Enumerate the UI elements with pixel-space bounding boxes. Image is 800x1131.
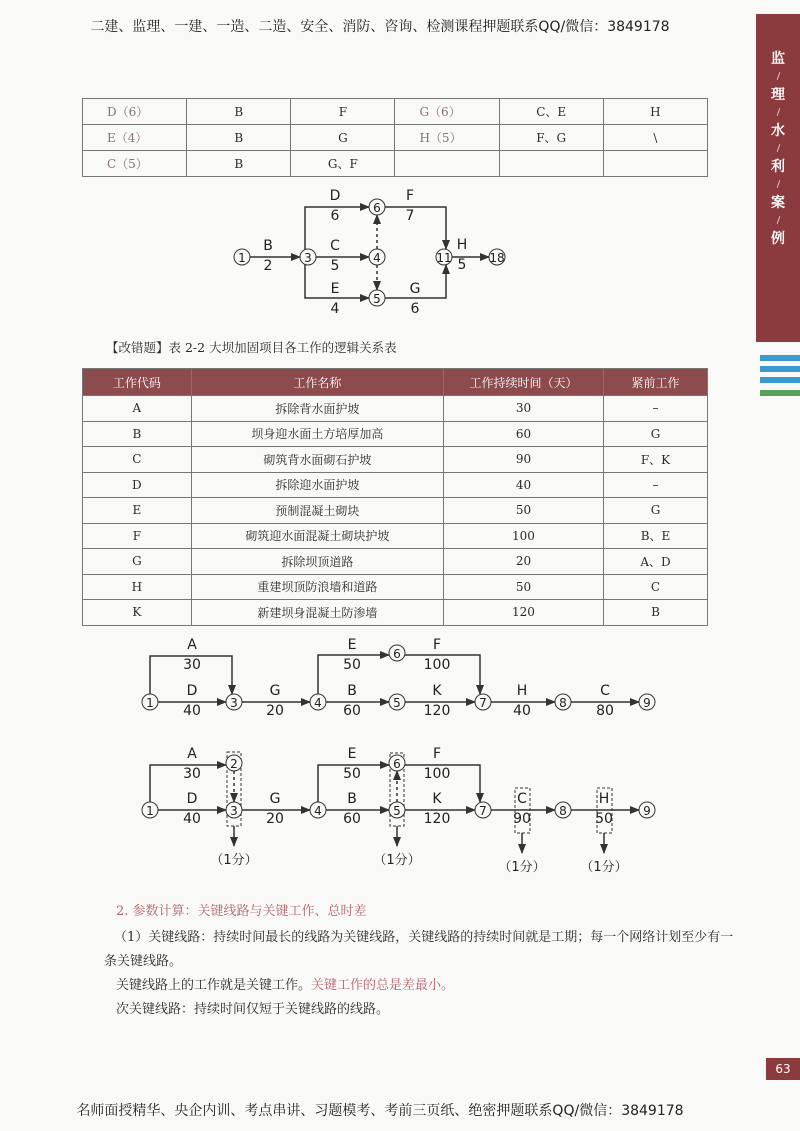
activity-duration: 40 [183, 811, 201, 827]
activity-duration: 100 [423, 657, 451, 673]
activity-label: B [347, 683, 357, 699]
activity-label: G [409, 281, 421, 297]
table-row [83, 125, 708, 151]
activity-duration: 20 [266, 703, 284, 719]
decor-stripe [760, 390, 800, 396]
table-cell: 拆除坝顶道路 [191, 549, 443, 575]
table-cell: – [603, 396, 707, 422]
activity-label: B [347, 791, 357, 807]
activity-label: F [432, 746, 442, 762]
side-tab [756, 14, 800, 342]
node-label: 1 [238, 251, 246, 265]
table-cell: 预制混凝土砌块 [191, 498, 443, 524]
activity-duration: 20 [266, 811, 284, 827]
activity-label: G [269, 683, 281, 699]
table-cell: B [187, 151, 291, 177]
node-label: 8 [559, 804, 567, 818]
activity-label: K [432, 791, 442, 807]
table-cell [395, 151, 499, 177]
activity-duration: 100 [423, 766, 451, 782]
score-label: （1分） [498, 860, 546, 875]
node-label: 4 [314, 696, 322, 710]
activity-duration: 30 [183, 766, 201, 782]
table-row [83, 549, 708, 575]
node-label: 4 [373, 251, 381, 265]
activity-label: E [347, 637, 357, 653]
activity-duration: 30 [183, 657, 201, 673]
activity-label: G [269, 791, 281, 807]
table-cell: 100 [443, 523, 603, 549]
node-label: 3 [304, 251, 312, 265]
activity-label: H [598, 791, 610, 807]
table-cell: 拆除背水面护坡 [191, 396, 443, 422]
node-label: 5 [373, 292, 381, 306]
table-row [83, 498, 708, 524]
table-cell: B [603, 600, 707, 626]
activity-duration: 50 [595, 811, 613, 827]
table-cell: 50 [443, 498, 603, 524]
table-cell: 拆除迎水面护坡 [191, 472, 443, 498]
paragraph-critical-work [116, 976, 454, 996]
table-cell: 砌筑迎水面混凝土砌块护坡 [191, 523, 443, 549]
activity-duration: 40 [513, 703, 531, 719]
logic-table-top [82, 98, 708, 177]
table-cell: F、K [603, 447, 707, 473]
table-cell: D [83, 472, 192, 498]
table-cell: E（4） [83, 125, 187, 151]
activity-label: A [187, 637, 197, 653]
activity-duration: 60 [343, 811, 361, 827]
table-cell: F [291, 99, 395, 125]
activity-duration: 2 [263, 258, 273, 274]
activity-duration: 80 [596, 703, 614, 719]
table-caption: 【改错题】表 2-2 大坝加固项目各工作的逻辑关系表 [106, 340, 397, 355]
table-cell: C [603, 574, 707, 600]
node-label: 11 [436, 251, 452, 265]
table-cell: C、E [499, 99, 603, 125]
section-heading: 2. 参数计算：关键线路与关键工作、总时差 [116, 904, 367, 919]
activity-duration: 5 [330, 258, 340, 274]
node-label: 1 [146, 696, 154, 710]
decor-stripe [760, 366, 800, 372]
table-cell: B、E [603, 523, 707, 549]
activity-arrow [385, 207, 446, 249]
paragraph-critical-path: （1）关键线路：持续时间最长的线路为关键线路，关键线路的持续时间就是工期；每一个网络计划至少有一条关键线路。 [104, 930, 734, 969]
table-row [83, 472, 708, 498]
page-footer: 名师面授精华、央企内训、考点串讲、习题模考、考前三页纸、绝密押题联系QQ/微信：3849178 [76, 1103, 684, 1119]
table-cell: H（5） [395, 125, 499, 151]
table-row [83, 600, 708, 626]
critical-work-text: 关键线路上的工作就是关键工作。 [116, 978, 312, 993]
table-cell [603, 151, 707, 177]
column-header: 紧前工作 [603, 369, 707, 396]
activity-duration: 120 [423, 703, 451, 719]
side-tab-char: 理 [771, 87, 785, 103]
table-cell: H [603, 99, 707, 125]
node-label: 4 [314, 804, 322, 818]
table-cell: 40 [443, 472, 603, 498]
activity-duration: 90 [513, 811, 531, 827]
activity-label: F [432, 637, 442, 653]
activity-duration: 50 [343, 766, 361, 782]
table-cell: G [83, 549, 192, 575]
side-tab-char: 利 [771, 159, 785, 175]
table-row [83, 574, 708, 600]
activity-duration: 7 [405, 208, 415, 224]
activity-label: C [600, 683, 610, 699]
activity-label: E [330, 281, 340, 297]
table-row [83, 421, 708, 447]
decor-stripe [760, 377, 800, 383]
table-cell: K [83, 600, 192, 626]
decor-stripe [760, 355, 800, 361]
activity-duration: 60 [343, 703, 361, 719]
activity-duration: 40 [183, 703, 201, 719]
node-label: 18 [489, 251, 505, 265]
activity-duration: 6 [330, 208, 340, 224]
activity-label: C [517, 791, 527, 807]
column-header: 工作持续时间（天） [443, 369, 603, 396]
table-cell: 60 [443, 421, 603, 447]
activity-duration: 5 [457, 257, 467, 273]
node-label: 9 [643, 804, 651, 818]
node-label: 9 [643, 696, 651, 710]
node-label: 8 [559, 696, 567, 710]
table-row [83, 447, 708, 473]
side-tab-char: 监 [771, 51, 785, 67]
node-label: 2 [230, 757, 238, 771]
score-label: （1分） [210, 853, 258, 868]
table-cell: 新建坝身混凝土防渗墙 [191, 600, 443, 626]
activity-label: B [263, 238, 273, 254]
table-cell: G、F [291, 151, 395, 177]
table-cell: 砌筑背水面砌石护坡 [191, 447, 443, 473]
table-cell: E [83, 498, 192, 524]
activity-label: E [347, 746, 357, 762]
node-label: 7 [479, 804, 487, 818]
activity-duration: 50 [343, 657, 361, 673]
table-cell: F、G [499, 125, 603, 151]
node-label: 5 [393, 696, 401, 710]
side-tab-char: 案 [771, 195, 785, 211]
table-cell: 20 [443, 549, 603, 575]
table-cell: – [603, 472, 707, 498]
table-cell: H [83, 574, 192, 600]
side-tab-char: 例 [771, 231, 785, 247]
activity-label: D [186, 791, 198, 807]
side-tab-char: 水 [771, 123, 785, 139]
node-label: 7 [479, 696, 487, 710]
node-label: 6 [393, 647, 401, 661]
table-row [83, 523, 708, 549]
activity-label: C [330, 238, 340, 254]
table-cell: C [83, 447, 192, 473]
table-cell: 90 [443, 447, 603, 473]
table-cell: D（6） [83, 99, 187, 125]
activity-label: H [456, 237, 468, 253]
table-cell: B [83, 421, 192, 447]
activity-label: F [405, 188, 415, 204]
activity-duration: 4 [330, 301, 340, 317]
activity-label: K [432, 683, 442, 699]
table-cell: G（6） [395, 99, 499, 125]
column-header: 工作代码 [83, 369, 192, 396]
node-label: 5 [393, 804, 401, 818]
table-cell [499, 151, 603, 177]
node-label: 6 [373, 201, 381, 215]
table-cell: B [187, 99, 291, 125]
logic-table-2-2 [82, 368, 708, 626]
network-diagram-1 [0, 180, 760, 330]
table-cell: A [83, 396, 192, 422]
table-cell: G [291, 125, 395, 151]
table-row [83, 396, 708, 422]
activity-label: D [186, 683, 198, 699]
critical-work-highlight: 关键工作的总是差最小。 [311, 978, 455, 993]
activity-label: A [187, 746, 197, 762]
table-cell: C（5） [83, 151, 187, 177]
table-cell: 50 [443, 574, 603, 600]
table-cell: G [603, 498, 707, 524]
node-label: 6 [393, 757, 401, 771]
activity-duration: 6 [410, 301, 420, 317]
table-row [83, 151, 708, 177]
page-header: 二建、监理、一建、一造、二造、安全、消防、咨询、检测课程押题联系QQ/微信：3849178 [90, 19, 670, 35]
table-cell: \ [603, 125, 707, 151]
activity-duration: 120 [423, 811, 451, 827]
node-label: 3 [230, 696, 238, 710]
table-cell: 坝身迎水面土方培厚加高 [191, 421, 443, 447]
score-label: （1分） [580, 860, 628, 875]
table-cell: 重建坝顶防浪墙和道路 [191, 574, 443, 600]
table-cell: G [603, 421, 707, 447]
paragraph-subcritical-path: 次关键线路：持续时间仅短于关键线路的线路。 [116, 1002, 390, 1017]
page-number: 63 [766, 1058, 800, 1080]
table-cell: A、D [603, 549, 707, 575]
network-diagram-3 [0, 740, 760, 885]
activity-label: H [516, 683, 528, 699]
table-row [83, 99, 708, 125]
table-cell: B [187, 125, 291, 151]
node-label: 1 [146, 804, 154, 818]
node-label: 3 [230, 804, 238, 818]
table-cell: 120 [443, 600, 603, 626]
table-cell: 30 [443, 396, 603, 422]
network-diagram-2 [0, 630, 760, 730]
table-cell: F [83, 523, 192, 549]
activity-label: D [329, 188, 341, 204]
column-header: 工作名称 [191, 369, 443, 396]
score-label: （1分） [373, 853, 421, 868]
